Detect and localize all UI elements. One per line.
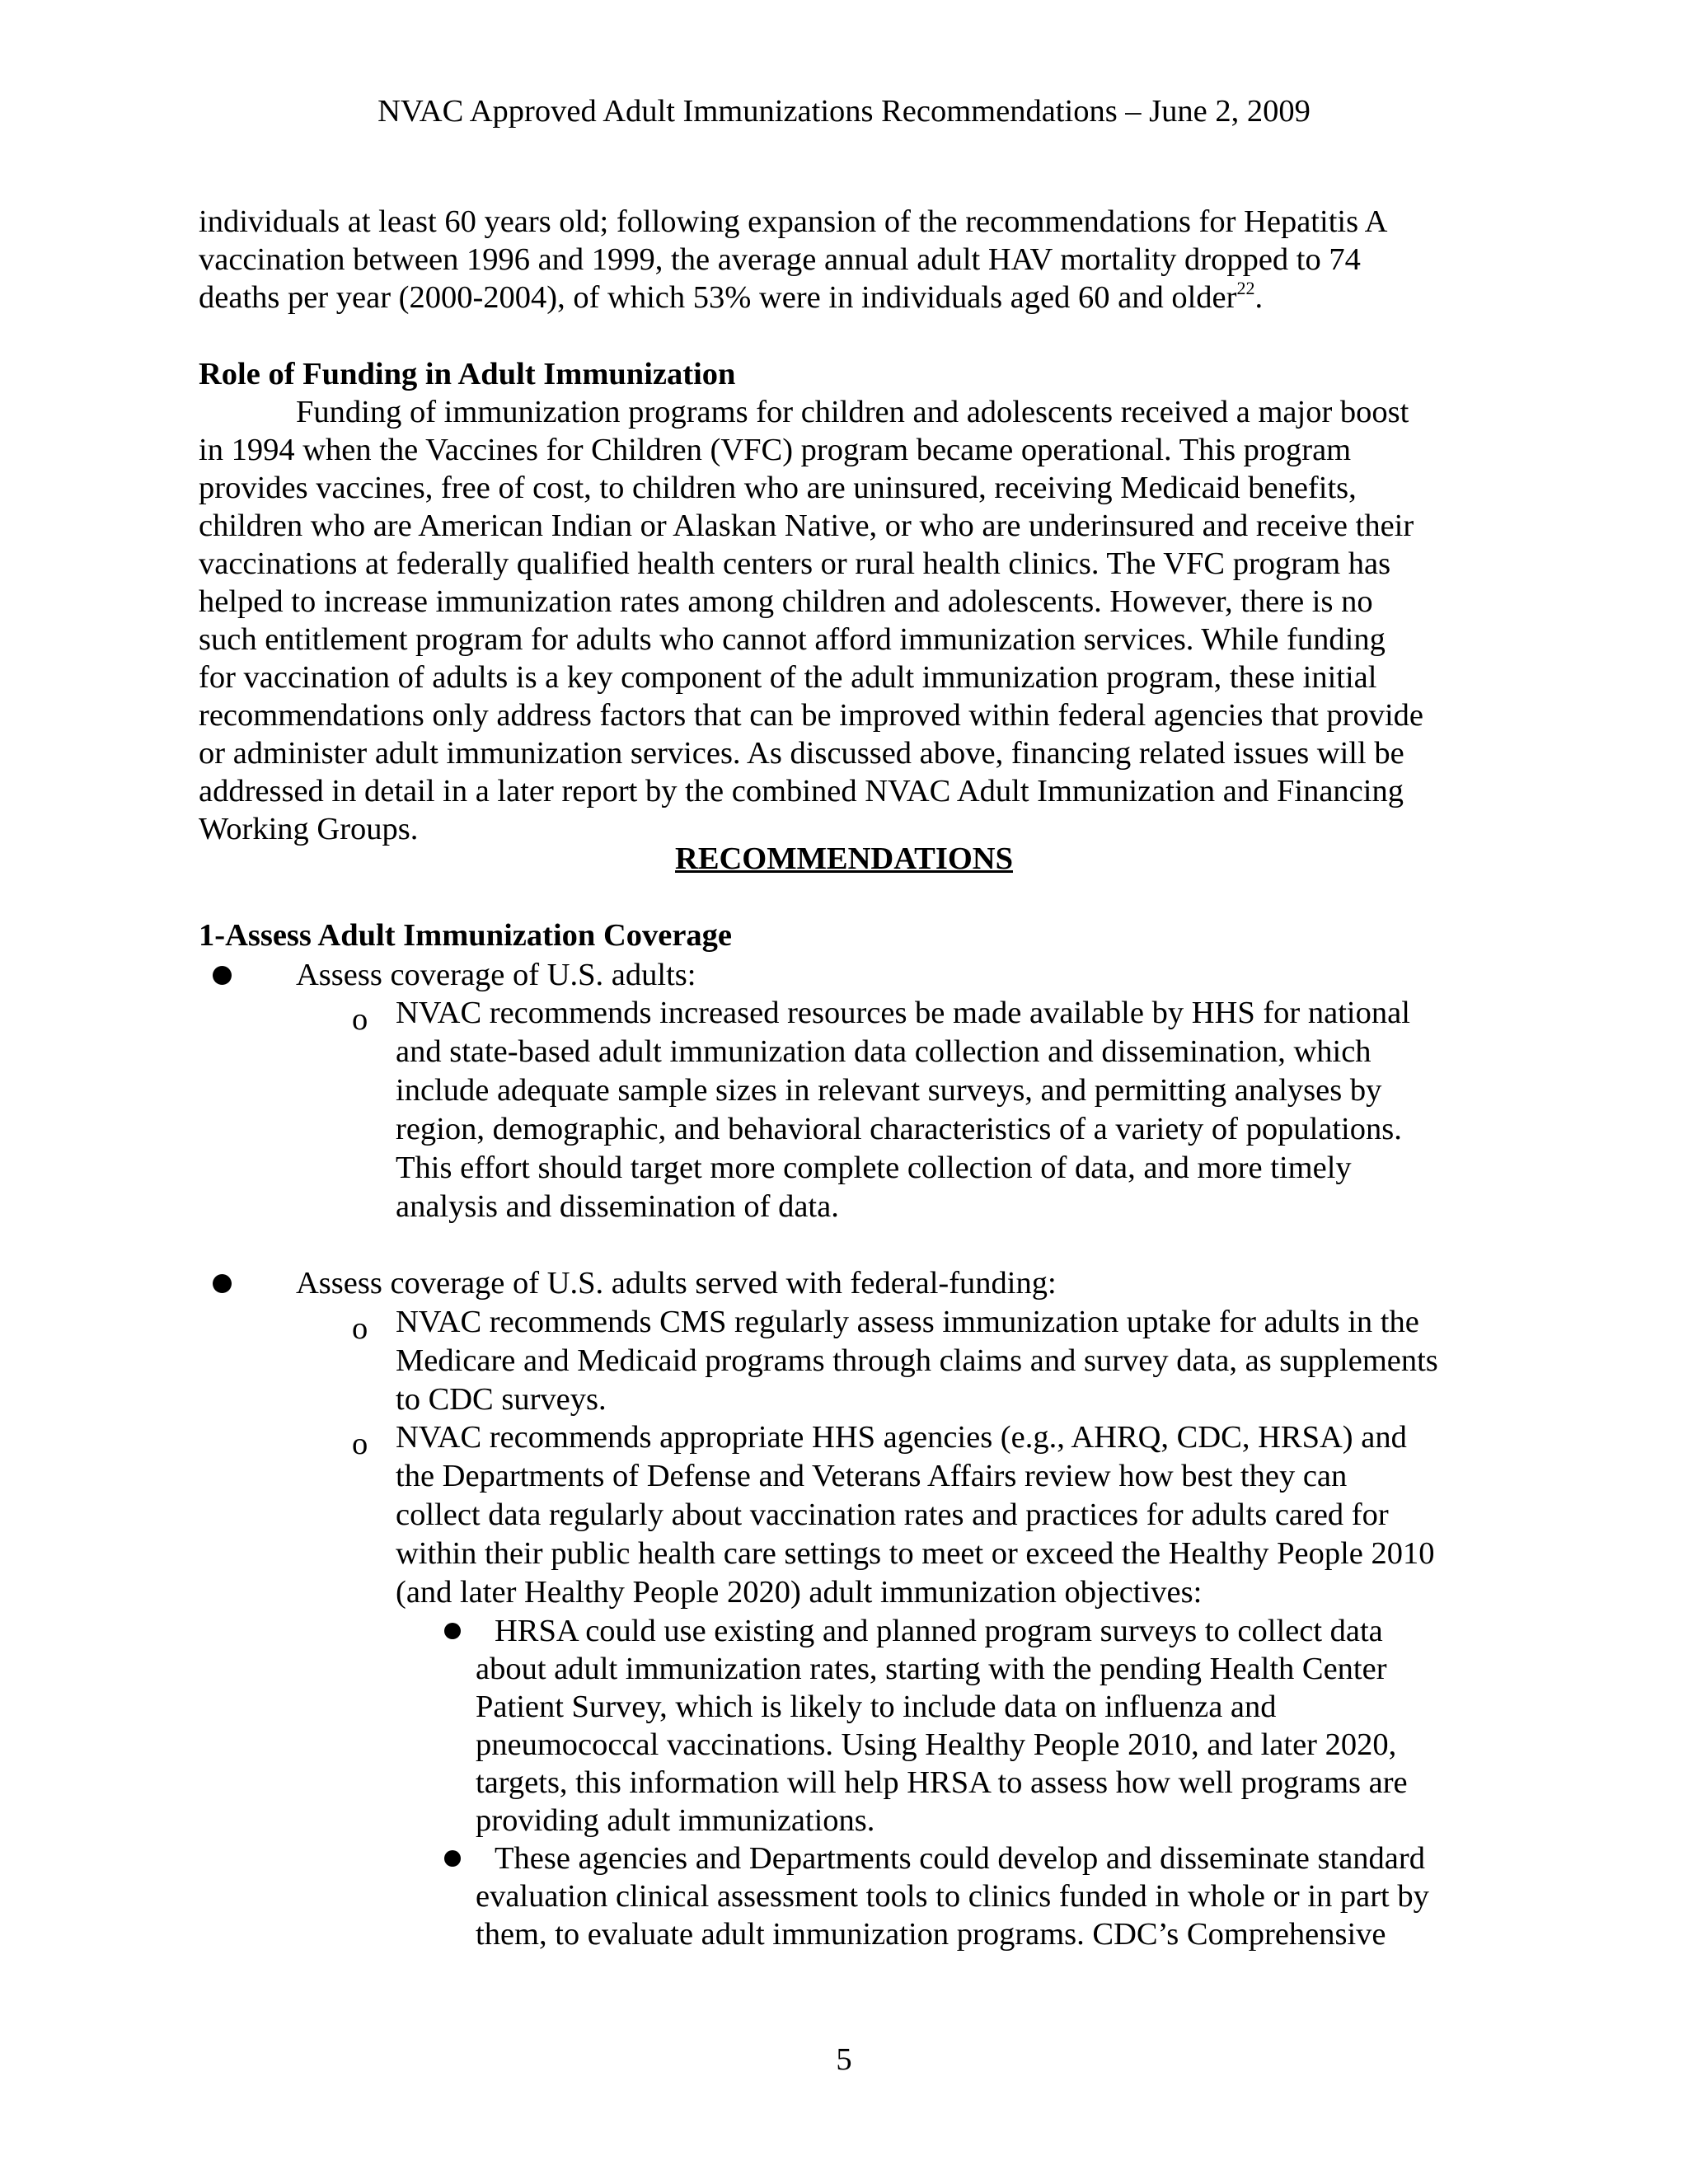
bullet-label: Assess coverage of U.S. adults served with federal-funding: <box>296 1266 1057 1301</box>
sub-bullet-line: and state-based adult immunization data collection and dissemination, which <box>396 1034 1372 1069</box>
sub-bullet-marker: o <box>352 1427 368 1461</box>
sub-bullet-line: analysis and dissemination of data. <box>396 1189 839 1224</box>
funding-line: Funding of immunization programs for children and adolescents received a major boost <box>296 395 1409 429</box>
funding-line: addressed in detail in a later report by the combined NVAC Adult Immunization and Financing <box>199 774 1404 808</box>
sub-bullet-marker: o <box>352 1311 368 1346</box>
sub-bullet-line: region, demographic, and behavioral characteristics of a variety of populations. <box>396 1112 1402 1146</box>
intro-line: vaccination between 1996 and 1999, the average annual adult HAV mortality dropped to 74 <box>199 242 1361 277</box>
sub-bullet-line: Medicare and Medicaid programs through claims and survey data, as supplements <box>396 1343 1438 1378</box>
funding-line: for vaccination of adults is a key component of the adult immunization program, these initial <box>199 660 1377 695</box>
funding-line: provides vaccines, free of cost, to children who are uninsured, receiving Medicaid benefits, <box>199 471 1357 505</box>
sub-sub-bullet-line: HRSA could use existing and planned program surveys to collect data <box>495 1614 1383 1648</box>
sub-sub-bullet-line: pneumococcal vaccinations. Using Healthy People 2010, and later 2020, <box>476 1727 1397 1762</box>
sub-bullet-line: to CDC surveys. <box>396 1382 607 1417</box>
funding-line: children who are American Indian or Alaskan Native, or who are underinsured and receive their <box>199 509 1414 543</box>
funding-line: in 1994 when the Vaccines for Children (VFC) program became operational. This program <box>199 433 1352 467</box>
sub-bullet-line: (and later Healthy People 2020) adult immunization objectives: <box>396 1575 1203 1610</box>
sub-sub-bullet-line: providing adult immunizations. <box>476 1803 875 1838</box>
funding-line: or administer adult immunization services. As discussed above, financing related issues will be <box>199 736 1404 771</box>
sub-bullet-line: NVAC recommends appropriate HHS agencies (e.g., AHRQ, CDC, HRSA) and <box>396 1420 1407 1455</box>
bullet-dot <box>213 966 232 985</box>
sub-bullet-line: NVAC recommends CMS regularly assess immunization uptake for adults in the <box>396 1305 1419 1339</box>
bullet-dot <box>213 1274 232 1293</box>
sub-bullet-line: include adequate sample sizes in relevant surveys, and permitting analyses by <box>396 1073 1382 1108</box>
section-heading: 1-Assess Adult Immunization Coverage <box>199 918 733 953</box>
sub-sub-bullet-line: These agencies and Departments could develop and disseminate standard <box>495 1841 1425 1876</box>
intro-line-text: deaths per year (2000-2004), of which 53% were in individuals aged 60 and older <box>199 280 1237 315</box>
sub-sub-bullet-dot <box>444 1623 461 1639</box>
sub-sub-bullet-line: Patient Survey, which is likely to include data on influenza and <box>476 1690 1277 1724</box>
intro-line: individuals at least 60 years old; following expansion of the recommendations for Hepatitis A <box>199 204 1388 239</box>
footnote-ref: 22 <box>1236 278 1255 298</box>
sub-sub-bullet-line: them, to evaluate adult immunization programs. CDC’s Comprehensive <box>476 1917 1386 1952</box>
funding-line: such entitlement program for adults who cannot afford immunization services. While funding <box>199 622 1386 657</box>
funding-line: Working Groups. <box>199 812 419 846</box>
funding-line: recommendations only address factors that can be improved within federal agencies that provide <box>199 698 1424 733</box>
page-number: 5 <box>836 2042 852 2077</box>
sub-sub-bullet-dot <box>444 1850 461 1867</box>
sub-bullet-line: collect data regularly about vaccination rates and practices for adults cared for <box>396 1497 1389 1532</box>
intro-line-end: . <box>1254 280 1264 315</box>
sub-bullet-line: NVAC recommends increased resources be made available by HHS for national <box>396 996 1410 1030</box>
sub-sub-bullet-line: evaluation clinical assessment tools to clinics funded in whole or in part by <box>476 1879 1429 1914</box>
sub-sub-bullet-line: about adult immunization rates, starting with the pending Health Center <box>476 1652 1387 1686</box>
sub-bullet-line: within their public health care settings to meet or exceed the Healthy People 2010 <box>396 1536 1435 1571</box>
intro-line <box>199 278 1264 315</box>
sub-sub-bullet-line: targets, this information will help HRSA to assess how well programs are <box>476 1765 1408 1800</box>
bullet-label: Assess coverage of U.S. adults: <box>296 958 696 992</box>
sub-bullet-line: the Departments of Defense and Veterans Affairs review how best they can <box>396 1459 1348 1493</box>
sub-bullet-line: This effort should target more complete collection of data, and more timely <box>396 1151 1352 1185</box>
funding-heading: Role of Funding in Adult Immunization <box>199 357 736 391</box>
recommendations-title: RECOMMENDATIONS <box>675 841 1013 876</box>
funding-line: vaccinations at federally qualified health centers or rural health clinics. The VFC program has <box>199 546 1391 581</box>
page-header: NVAC Approved Adult Immunizations Recommendations – June 2, 2009 <box>377 94 1311 129</box>
funding-line: helped to increase immunization rates among children and adolescents. However, there is no <box>199 584 1373 619</box>
sub-bullet-marker: o <box>352 1002 368 1037</box>
